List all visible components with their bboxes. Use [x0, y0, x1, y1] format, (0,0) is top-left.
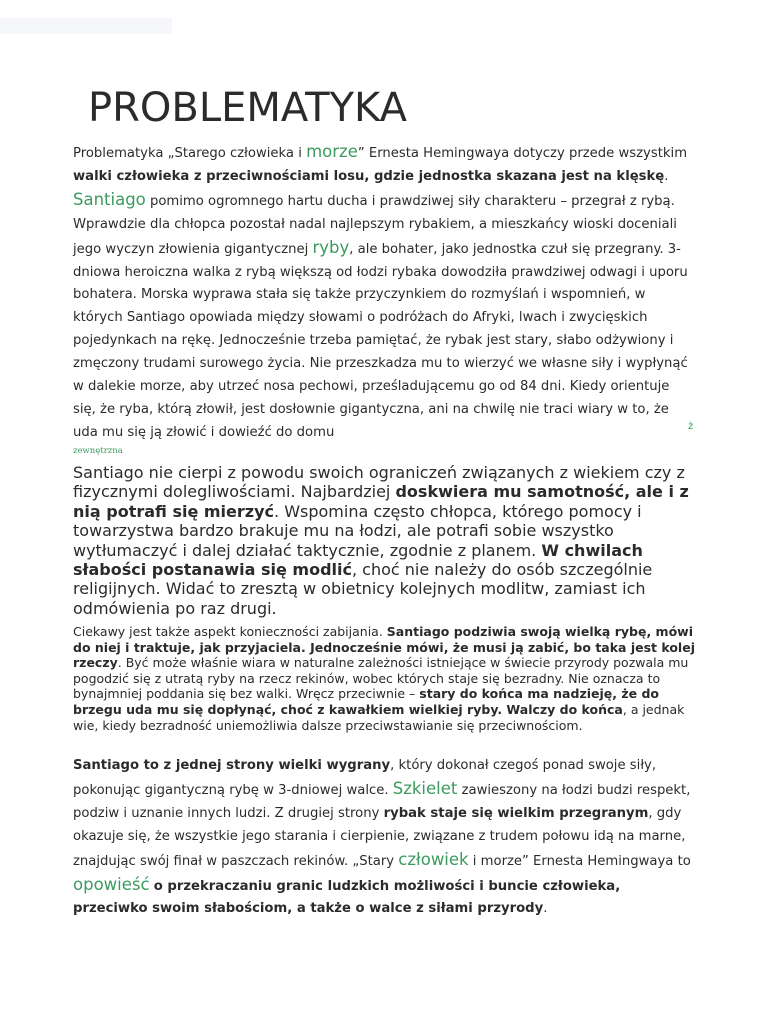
- link-santiago[interactable]: Santiago: [73, 189, 146, 209]
- top-bar: [0, 18, 172, 34]
- link-ryby[interactable]: ryby: [312, 237, 350, 257]
- page-title: PROBLEMATYKA: [88, 85, 407, 131]
- clipped-link-fragment[interactable]: ż: [688, 421, 694, 432]
- paragraph-intro: Problematyka „Starego człowieka i morze” Ernesta Hemingwaya dotyczy przede wszystkim walki człowieka z przeciwnościami losu, gdzie jednostka skazana jest na klęskę. Santiago pomimo ogromnego hartu ducha i prawdziwej siły charakteru – przegrał z rybą. Wprawdzie dla chłopca pozostał nadal najlepszym rybakiem, a mieszkańcy wioski doceniali jego wyczyn złowienia gigantycznej ryby, ale bohater, jako jednostka czuł się przegrany. 3-dniowa heroiczna walka z rybą większą od łodzi rybaka dowodziła prawdziwej odwagi i uporu bohatera. Morska wyprawa stała się także przyczynkiem do rozmyślań i wspomnień, w których Santiago opowiada między słowami o podróżach do Afryki, lwach i zwycięskich pojedynkach na rękę. Jednocześnie trzeba pamiętać, że rybak jest stary, słabo odżywiony i zmęczony trudami surowego życia. Nie przeszkadza mu to wierzyć we własne siły i wypłynąć w dalekie morze, aby utrzeć nosa pechowi, prześladującemu go od 84 dni. Kiedy orientuje się, że ryba, którą złowił, jest dosłownie gigantyczna, ani na chwilę nie traci wiary w to, że uda mu się ją złowić i dowieźć do domu: [73, 142, 688, 440]
- paragraph-solitude: Santiago nie cierpi z powodu swoich ograniczeń związanych z wiekiem czy z fizycznymi dolegliwościami. Najbardziej doskwiera mu samotność, ale i z nią potrafi się mierzyć. Wspomina często chłopca, którego pomocy i towarzystwa bardzo brakuje mu na łodzi, ale potrafi sobie wszystko wytłumaczyć i dalej działać taktycznie, zgodnie z planem. W chwilach słabości postanawia się modlić, choć nie należy do osób szczególnie religijnych. Widać to zresztą w obietnicy kolejnych modlitw, zamiast ich odmówienia po raz drugi.: [73, 463, 689, 618]
- link-czlowiek[interactable]: człowiek: [398, 849, 469, 869]
- link-morze[interactable]: morze: [306, 142, 358, 161]
- caption-note: zewnętrzna: [73, 446, 123, 456]
- link-szkielet[interactable]: Szkielet: [392, 778, 458, 798]
- paragraph-killing: Ciekawy jest także aspekt konieczności zabijania. Santiago podziwia swoją wielką rybę, mówi do niej i traktuje, jak przyjaciela. Jednocześnie mówi, że musi ją zabić, bo taka jest kolej rzeczy. Być może właśnie wiara w naturalne zależności istniejące w świecie przyrody pozwala mu pogodzić się z utratą ryby na rzecz rekinów, wobec których staje się bezradny. Nie oznacza to bynajmniej poddania się bez walki. Wręcz przeciwnie – stary do końca ma nadzieję, że do brzegu uda mu się dopłynąć, choć z kawałkiem wielkiej ryby. Walczy do końca, a jednak wie, kiedy bezradność uniemożliwia dalsze przeciwstawianie się przeciwnościom.: [73, 624, 695, 733]
- link-opowiesc[interactable]: opowieść: [73, 874, 150, 894]
- paragraph-winner-loser: Santiago to z jednej strony wielki wygrany, który dokonał czegoś ponad swoje siły, pokonując gigantyczną rybę w 3-dniowej walce. Szkielet zawieszony na łodzi budzi respekt, podziw i uznanie innych ludzi. Z drugiej strony rybak staje się wielkim przegranym, gdy okazuje się, że wszystkie jego starania i cierpienie, związane z trudem połowu idą na marne, znajdując swój finał w paszczach rekinów. „Stary człowiek i morze” Ernesta Hemingwaya to opowieść o przekraczaniu granic ludzkich możliwości i buncie człowieka, przeciwko swoim słabościom, a także o walce z siłami przyrody.: [73, 758, 691, 917]
